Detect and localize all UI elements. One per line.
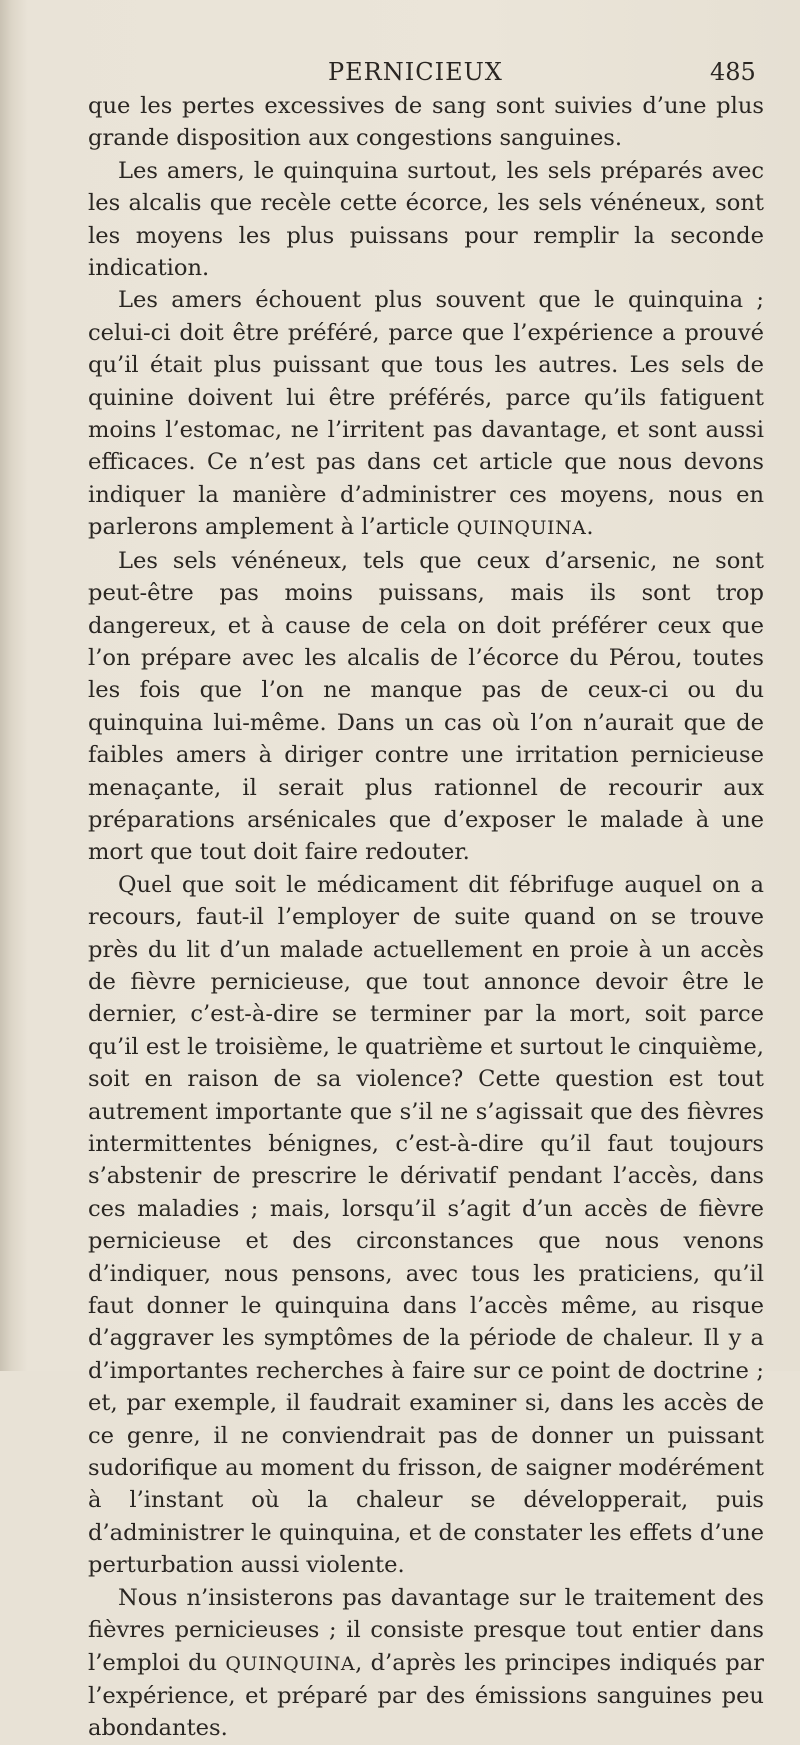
cross-reference-quinquina: QUINQUINA xyxy=(456,517,587,540)
paragraph-4: Les sels vénéneux, tels que ceux d’arsenic, ne sont peut-être pas moins puissans, mais ils sont trop dangereux, et à cause de cela on doit préférer ceux que l’on prépare avec les alcalis de l’écorce du Pérou, toutes les fois que l’on ne manque pas de ceux-ci ou du quinquina lui-même. Dans un cas où l’on n’aurait que de faibles amers à diriger contre une irritation pernicieuse menaçante, il serait plus rationnel de recourir aux préparations arsénicales que d’exposer le malade à une mort que tout doit faire redouter. xyxy=(88,547,764,866)
paragraph-2: Les amers, le quinquina surtout, les sels préparés avec les alcalis que recèle cette écorce, les sels vénéneux, sont les moyens les plus puissans pour remplir la seconde indication. xyxy=(88,157,764,282)
running-title: PERNICIEUX xyxy=(328,58,503,86)
paragraph-3-end: . xyxy=(586,514,594,541)
cross-reference-quinquina-2: QUINQUINA xyxy=(225,1652,356,1675)
paragraph-5: Quel que soit le médicament dit fébrifuge auquel on a recours, faut-il l’employer de suite quand on se trouve près du lit d’un malade actuellement en proie à un accès de fièvre pernicieuse, que tout annonce devoir être le dernier, c’est-à-dire se terminer par la mort, soit parce qu’il est le troisième, le quatrième et surtout le cinquième, soit en raison de sa violence? Cette question est tout autrement importante que s’il ne s’agissait que des fièvres intermittentes bénignes, c’est-à-dire qu’il faut toujours s’abstenir de prescrire le dérivatif pendant l’accès, dans ces maladies ; mais, lorsqu’il s’agit d’un accès de fièvre pernicieuse et des circonstances que nous venons d’indiquer, nous pensons, avec tous les praticiens, qu’il faut donner le quinquina dans l’accès même, au risque d’aggraver les symptômes de la période de chaleur. Il y a d’importantes recherches à faire sur ce point de doctrine ; et, par exemple, il faudrait examiner si, dans les accès de ce genre, il ne conviendrait pas de donner un puissant sudorifique au moment du frisson, de saigner modérément à l’instant où la chaleur se développerait, puis d’administrer le quinquina, et de constater les effets d’une perturbation aussi violente. xyxy=(88,871,764,1579)
page-header xyxy=(0,58,800,90)
paragraph-6 xyxy=(88,1582,764,1745)
paragraph-3-text: Les amers échouent plus souvent que le quinquina ; celui-ci doit être préféré, parce que l’expérience a prouvé qu’il était plus puissant que tous les autres. Les sels de quinine doivent lui être préférés, parce qu’ils fatiguent moins l’estomac, ne l’irritent pas davantage, et sont aussi efficaces. Ce n’est pas dans cet article que nous devons indiquer la manière d’administrer ces moyens, nous en parlerons amplement à l’article xyxy=(88,287,764,541)
paragraph-6-text: Nous n’insisterons pas davantage sur le traitement des fièvres pernicieuses ; il consiste presque tout entier dans l’emploi du xyxy=(88,1584,764,1676)
paragraph-1: que les pertes excessives de sang sont suivies d’une plus grande disposition aux congestions sanguines. xyxy=(88,93,764,152)
body-text xyxy=(88,90,764,1745)
paragraph-6-end: , d’après les principes indiqués par l’expérience, et préparé par des émissions sanguines peu abondantes. xyxy=(88,1649,764,1742)
paragraph-3 xyxy=(88,284,764,544)
page-number: 485 xyxy=(710,58,756,86)
